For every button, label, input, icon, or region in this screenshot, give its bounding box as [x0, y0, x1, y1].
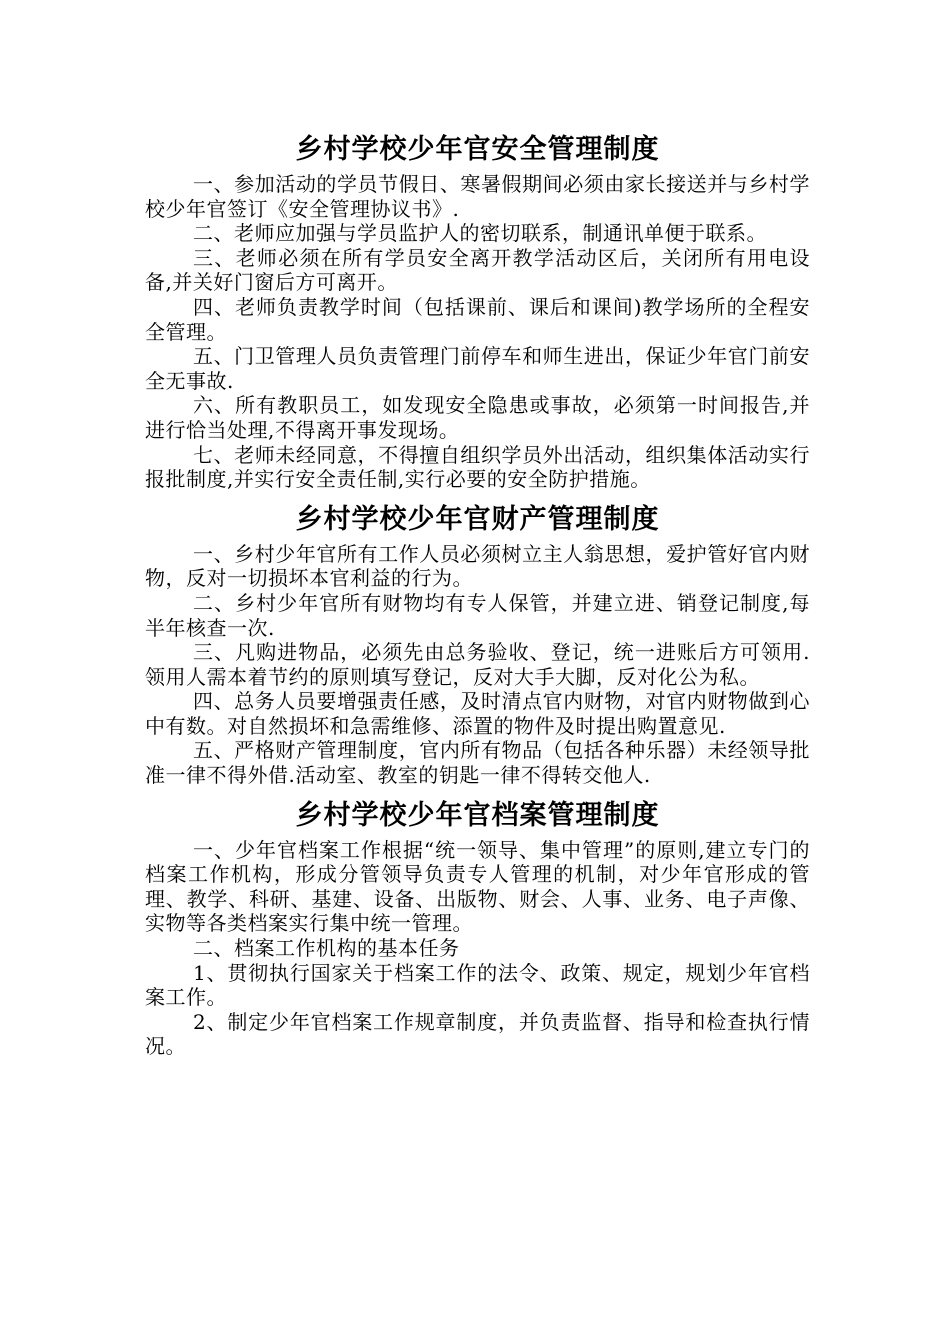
- section-title: 乡村学校少年官安全管理制度: [295, 134, 660, 165]
- paragraph: 1、贯彻执行国家关于档案工作的法令、政策、规定，规划少年官档案工作。: [145, 960, 810, 1010]
- section-title: 乡村学校少年官财产管理制度: [295, 503, 660, 535]
- document-page: [145, 128, 810, 1059]
- paragraph: 五、门卫管理人员负责管理门前停车和师生进出，保证少年官门前安全无事故.: [145, 344, 810, 393]
- section-safety: [145, 128, 810, 492]
- paragraph: 一、乡村少年官所有工作人员必须树立主人翁思想，爱护管好官内财物，反对一切损坏本官利益的行为。: [145, 541, 810, 591]
- paragraph: 2、制定少年官档案工作规章制度，并负责监督、指导和检查执行情况。: [145, 1009, 810, 1059]
- paragraph: 一、少年官档案工作根据“统一领导、集中管理”的原则,建立专门的档案工作机构，形成分管领导负责专人管理的机制，对少年官形成的管理、教学、科研、基建、设备、出版物、财会、人事、业务、电子声像、实物等各类档案实行集中统一管理。: [145, 837, 810, 936]
- section-title: 乡村学校少年官档案管理制度: [295, 799, 660, 831]
- paragraph: 四、总务人员要增强责任感，及时清点官内财物，对官内财物做到心中有数。对自然损坏和急需维修、添置的物件及时提出购置意见.: [145, 689, 810, 738]
- paragraph: 二、乡村少年官所有财物均有专人保管，并建立进、销登记制度,每半年核查一次.: [145, 590, 810, 640]
- paragraph: 二、档案工作机构的基本任务: [193, 936, 460, 961]
- paragraph: 五、严格财产管理制度，官内所有物品（包括各种乐器）未经领导批准一律不得外借.活动室、教室的钥匙一律不得转交他人.: [145, 738, 810, 788]
- paragraph: 三、老师必须在所有学员安全离开教学活动区后，关闭所有用电设备,并关好门窗后方可离开。: [145, 245, 810, 295]
- section-archives: [145, 794, 810, 1059]
- paragraph: 七、老师未经同意，不得擅自组织学员外出活动，组织集体活动实行报批制度,并实行安全责任制,实行必要的安全防护措施。: [145, 442, 810, 492]
- paragraph: 三、凡购进物品，必须先由总务验收、登记，统一进账后方可领用.领用人需本着节约的原则填写登记，反对大手大脚，反对化公为私。: [145, 640, 810, 689]
- paragraph: 四、老师负责教学时间（包括课前、课后和课间)教学场所的全程安全管理。: [145, 294, 810, 344]
- paragraph: 二、老师应加强与学员监护人的密切联系，制通讯单便于联系。: [193, 221, 767, 246]
- paragraph: 六、所有教职员工，如发现安全隐患或事故，必须第一时间报告,并进行恰当处理,不得离开事发现场。: [145, 393, 810, 442]
- section-property: [145, 498, 810, 788]
- paragraph: 一、参加活动的学员节假日、寒暑假期间必须由家长接送并与乡村学校少年官签订《安全管理协议书》.: [145, 172, 810, 221]
